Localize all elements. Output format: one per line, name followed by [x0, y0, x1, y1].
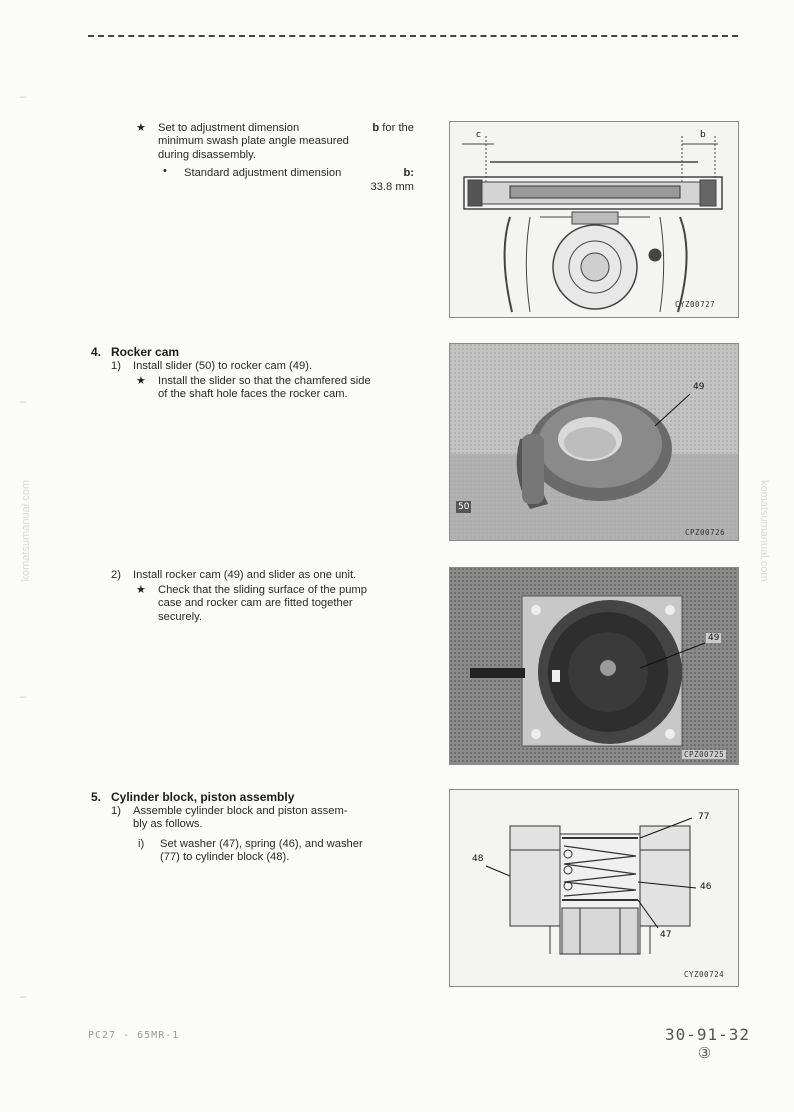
note-text: for the [382, 122, 414, 134]
substep-number: i) [138, 838, 145, 850]
step-text: bly as follows. [133, 818, 203, 831]
step-4-2-note [158, 584, 415, 624]
substep-text [160, 838, 415, 865]
figure-code: CYZ00727 [675, 300, 716, 309]
footer-model: PC27 - 65MR-1 [88, 1030, 180, 1041]
step-4-2-text: Install rocker cam (49) and slider as one unit. [133, 569, 357, 581]
section-5-title: Cylinder block, piston assembly [111, 790, 295, 804]
step-number: 1) [111, 360, 121, 372]
note-text: Set to adjustment dimension [158, 122, 300, 134]
callout-48: 48 [472, 854, 484, 864]
step-4-1-text: Install slider (50) to rocker cam (49). [133, 360, 313, 372]
callout-47: 47 [660, 930, 672, 940]
photo-code: CPZ00725 [684, 750, 725, 759]
note-text: Check that the sliding surface of the pump [158, 584, 367, 596]
step-text: Assemble cylinder block and piston assem- [133, 805, 348, 817]
cross-section-drawing [450, 122, 738, 317]
header-rule [88, 35, 738, 37]
watermark-right: komatsumanual.com [758, 480, 770, 582]
section-4-title: Rocker cam [111, 345, 180, 359]
callout-49: 49 [693, 382, 705, 392]
cylinder-block-drawing [450, 790, 738, 986]
photo-rocker-cam-slider [449, 343, 739, 541]
standard-dimension [184, 167, 414, 180]
note-text: during disassembly. [158, 148, 257, 161]
figure-label-b: b [700, 130, 706, 140]
note-text: Install the slider so that the chamfered side [158, 375, 371, 387]
figure-code: CYZ00724 [684, 970, 725, 979]
binding-hole-mark: ◦◦◦ [20, 695, 27, 701]
pump-case-photo [450, 568, 738, 764]
callout-77: 77 [698, 812, 710, 822]
standard-b: b: [403, 167, 414, 179]
star-icon: ★ [136, 375, 146, 387]
callout-46: 46 [700, 882, 712, 892]
binding-hole-mark: ◦◦◦ [20, 400, 27, 406]
adjustment-note [158, 122, 414, 162]
step-text: Set washer (47), spring (46), and washer [160, 838, 363, 850]
note-text: of the shaft hole faces the rocker cam. [158, 388, 348, 401]
section-4-number: 4. [91, 345, 102, 359]
footer-page-number: 30-91-32 [664, 1025, 750, 1044]
callout-50: 50 [458, 502, 470, 512]
bullet-icon: • [163, 165, 167, 177]
section-5-number: 5. [91, 790, 102, 804]
step-5-1-text [133, 805, 413, 832]
figure-adjustment-drawing [449, 121, 739, 318]
rocker-cam-photo [450, 344, 738, 540]
step-4-1-note [158, 375, 418, 402]
callout-49: 49 [708, 633, 720, 643]
footer-revision: ③ [697, 1044, 713, 1062]
step-text: (77) to cylinder block (48). [160, 851, 290, 864]
watermark-left: komatsumanual.com [20, 480, 32, 582]
note-dimension-b: b [372, 122, 380, 134]
note-text: minimum swash plate angle measured [158, 135, 349, 148]
note-text: securely. [158, 610, 202, 623]
photo-code: CPZ00726 [685, 528, 726, 537]
star-icon: ★ [136, 584, 146, 596]
figure-cylinder-block-drawing [449, 789, 739, 987]
step-number: 1) [111, 805, 121, 817]
step-number: 2) [111, 569, 121, 581]
standard-label: Standard adjustment dimension [184, 167, 342, 179]
star-icon: ★ [136, 122, 146, 134]
binding-hole-mark: ◦◦◦ [20, 995, 27, 1001]
binding-hole-mark: ◦◦◦ [20, 95, 27, 101]
figure-label-c: c [476, 130, 481, 140]
standard-value: 33.8 mm [370, 181, 414, 193]
note-text: case and rocker cam are fitted together [158, 597, 353, 610]
photo-rocker-cam-installed [449, 567, 739, 765]
